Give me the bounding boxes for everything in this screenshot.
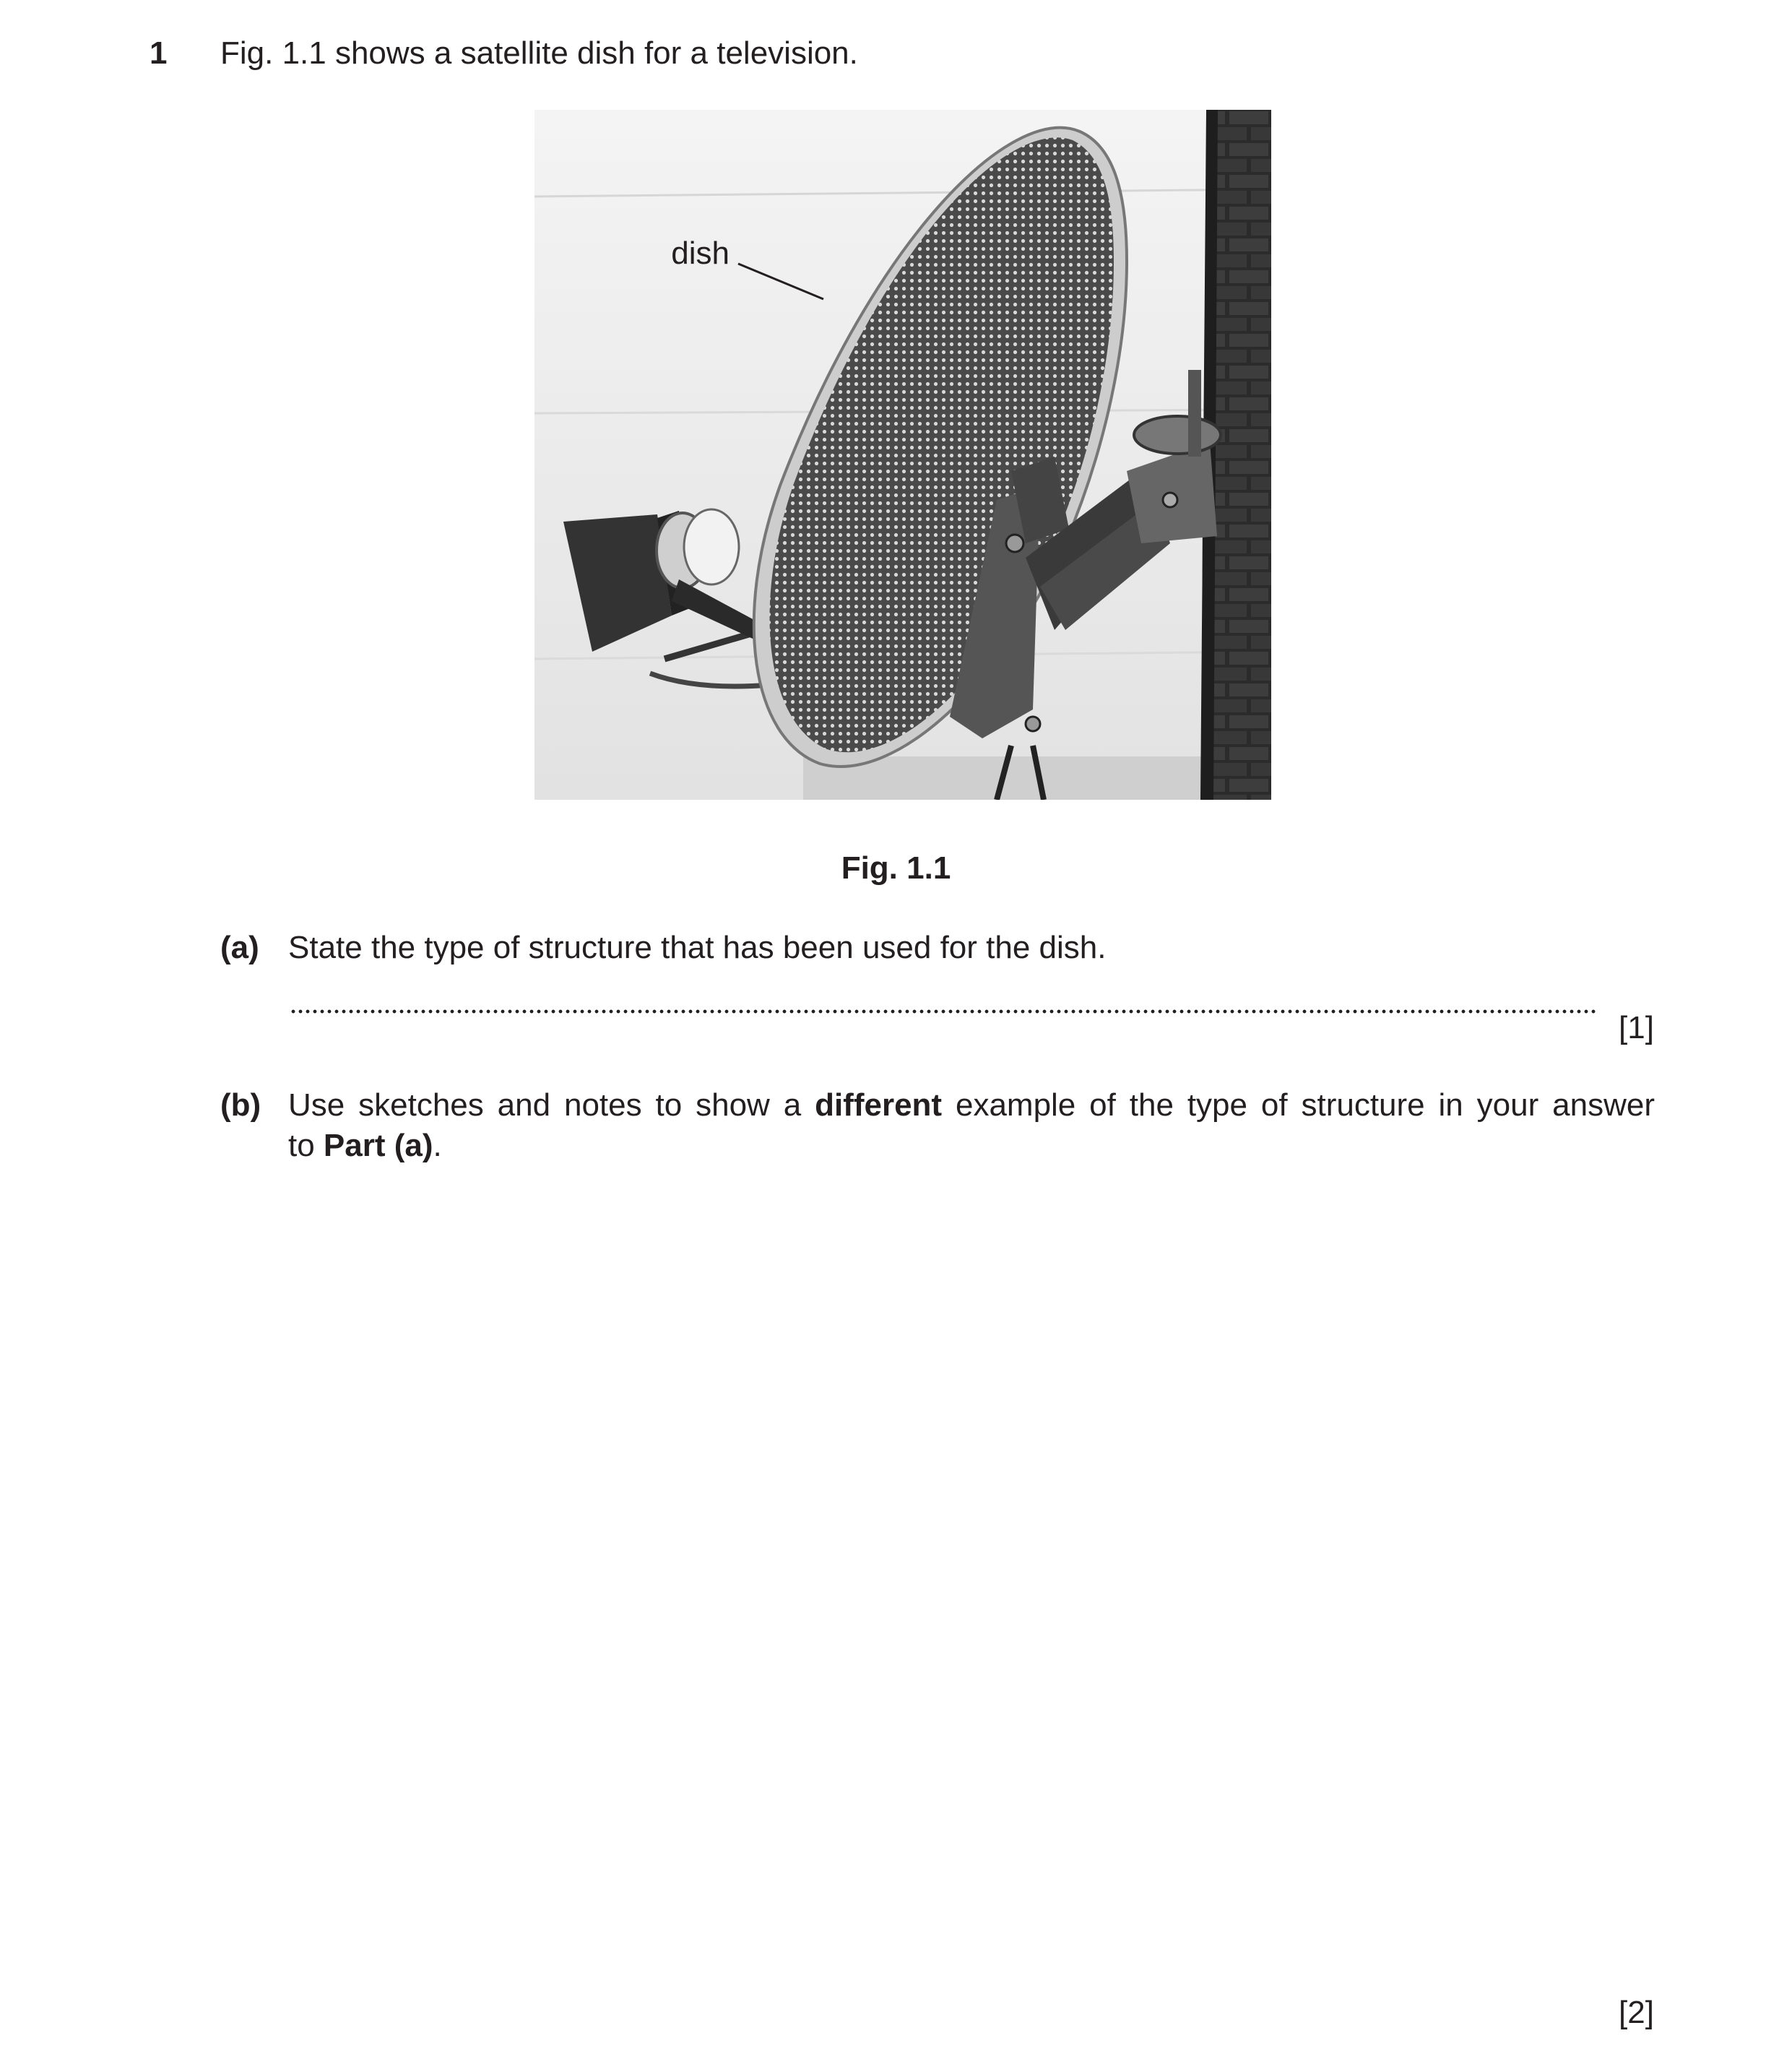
part-a-question: State the type of structure that has been used for the dish. <box>288 930 1107 965</box>
part-b-marks: [2] <box>1619 1995 1654 2030</box>
figure-caption: Fig. 1.1 <box>841 850 951 886</box>
satellite-dish-figure <box>534 110 1271 800</box>
answer-line[interactable] <box>290 1009 1597 1014</box>
part-b-question-line-1 <box>288 1085 1655 1126</box>
part-b-question-line-2 <box>288 1126 442 1166</box>
question-number: 1 <box>150 35 168 71</box>
part-b-text-3: to <box>288 1128 324 1163</box>
part-b-emphasis-part-a: Part (a) <box>323 1128 433 1163</box>
part-a-label: (a) <box>220 930 259 965</box>
satellite-dish-photo <box>534 110 1271 800</box>
dish-label: dish <box>671 236 730 271</box>
part-b-text-2: example of the type of structure in your answer <box>942 1087 1655 1123</box>
part-b-text-1: Use sketches and notes to show a <box>288 1087 815 1123</box>
part-b-label: (b) <box>220 1087 261 1123</box>
question-intro: Fig. 1.1 shows a satellite dish for a television. <box>220 35 858 71</box>
part-b-emphasis-different: different <box>815 1087 943 1123</box>
part-b-text-4: . <box>433 1128 442 1163</box>
part-a-marks: [1] <box>1619 1010 1654 1045</box>
